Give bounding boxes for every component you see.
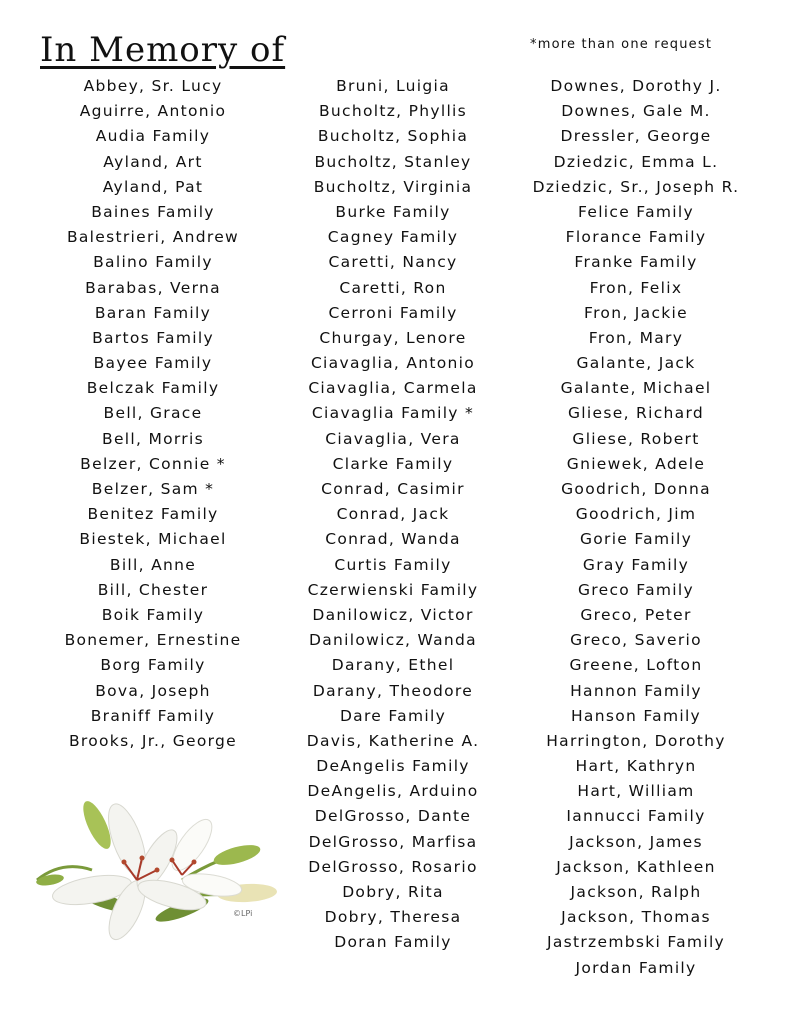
memorial-name: Gliese, Richard [568, 404, 704, 423]
memorial-name: Benitez Family [87, 505, 219, 524]
memorial-name: Galante, Michael [560, 379, 712, 398]
memorial-name: Dressler, George [560, 127, 712, 146]
memorial-name: Czerwienski Family [307, 580, 479, 599]
memorial-name: Gorie Family [579, 530, 693, 549]
memorial-name: Jastrzembski Family [546, 933, 726, 952]
memorial-name: DelGrosso, Rosario [308, 857, 478, 876]
memorial-name: Gliese, Robert [572, 429, 700, 448]
memorial-name: DelGrosso, Dante [314, 807, 472, 826]
memorial-name: Cagney Family [327, 228, 459, 247]
memorial-name: Greco, Peter [580, 605, 692, 624]
memorial-name: Bucholtz, Phyllis [318, 102, 468, 121]
memorial-name: Gray Family [582, 555, 690, 574]
memorial-name: Darany, Ethel [331, 656, 455, 675]
memorial-name: DeAngelis, Arduino [307, 782, 479, 801]
multiple-request-note: *more than one request [530, 37, 713, 52]
names-column-1 [48, 74, 258, 754]
memorial-name: Caretti, Nancy [328, 253, 458, 272]
memorial-name: Balestrieri, Andrew [66, 228, 240, 247]
memorial-name: Belzer, Connie * [80, 454, 226, 473]
memorial-name: Gniewek, Adele [566, 454, 706, 473]
memorial-name: Boik Family [101, 605, 205, 624]
lily-flower-image [32, 800, 282, 950]
memorial-name: Bucholtz, Stanley [314, 152, 472, 171]
memorial-name: Bucholtz, Virginia [313, 177, 473, 196]
memorial-name: Ayland, Pat [102, 177, 204, 196]
memorial-name: Burke Family [335, 202, 451, 221]
memorial-name: Bucholtz, Sophia [317, 127, 469, 146]
memorial-name: Franke Family [574, 253, 698, 272]
memorial-name: Galante, Jack [576, 354, 696, 373]
memorial-name: Cerroni Family [328, 303, 458, 322]
memorial-name: Hanson Family [570, 706, 702, 725]
memorial-name: Audia Family [95, 127, 211, 146]
memorial-name: Conrad, Wanda [325, 530, 461, 549]
memorial-name: Harrington, Dorothy [546, 731, 726, 750]
memorial-name: Braniff Family [90, 706, 216, 725]
memorial-name: Caretti, Ron [339, 278, 447, 297]
memorial-name: Aguirre, Antonio [79, 102, 227, 121]
image-credit: ©LPi [233, 909, 253, 918]
memorial-name: Conrad, Casimir [321, 480, 465, 498]
memorial-name: Bill, Anne [109, 555, 197, 574]
memorial-name: Greene, Lofton [569, 656, 703, 675]
memorial-name: Ciavaglia, Antonio [310, 354, 476, 373]
memorial-name: Fron, Jackie [584, 303, 688, 322]
memorial-name: Conrad, Jack [336, 505, 450, 524]
memorial-name: Belzer, Sam * [91, 480, 215, 498]
memorial-name: Ayland, Art [103, 152, 203, 171]
memorial-name: DeAngelis Family [316, 757, 470, 776]
memorial-name: Borg Family [100, 656, 206, 675]
memorial-name: Churgay, Lenore [319, 328, 467, 347]
memorial-name: Bell, Grace [103, 404, 203, 423]
memorial-name: Ciavaglia, Vera [325, 429, 461, 448]
memorial-name: Davis, Katherine A. [306, 731, 480, 750]
names-column-3 [508, 74, 764, 981]
memorial-name: Dziedzic, Sr., Joseph R. [532, 177, 740, 196]
memorial-name: Bruni, Luigia [336, 77, 450, 95]
memorial-name: Goodrich, Jim [575, 505, 697, 524]
memorial-name: Biestek, Michael [79, 530, 227, 549]
memorial-name: Florance Family [565, 228, 707, 247]
memorial-name: Baran Family [94, 303, 212, 322]
memorial-name: Jackson, Ralph [570, 883, 702, 901]
memorial-name: Danilowicz, Wanda [309, 631, 477, 650]
memorial-name: Baines Family [91, 202, 215, 221]
memorial-name: Iannucci Family [566, 807, 706, 826]
memorial-name: Greco, Saverio [570, 631, 702, 650]
memorial-name: Downes, Dorothy J. [550, 77, 722, 95]
memorial-name: Abbey, Sr. Lucy [83, 77, 223, 95]
memorial-name: Ciavaglia, Carmela [308, 379, 478, 398]
memorial-name: Hart, William [577, 782, 695, 801]
memorial-name: Fron, Felix [589, 278, 683, 297]
memorial-name: Barabas, Verna [85, 278, 221, 297]
memorial-name: Fron, Mary [588, 328, 684, 347]
memorial-name: Jackson, Thomas [561, 908, 711, 927]
memorial-name: Goodrich, Donna [561, 480, 711, 498]
memorial-name: Ciavaglia Family * [311, 404, 475, 423]
memorial-name: Clarke Family [332, 454, 454, 473]
memorial-name: Bonemer, Ernestine [64, 631, 242, 650]
memorial-name: Curtis Family [334, 555, 452, 574]
memorial-name: Greco Family [578, 580, 694, 599]
memorial-name: Jackson, Kathleen [556, 857, 716, 876]
memorial-name: Dare Family [339, 706, 447, 725]
memorial-name: Darany, Theodore [312, 681, 474, 700]
memorial-name: Dziedzic, Emma L. [553, 152, 719, 171]
memorial-name: Dobry, Theresa [324, 908, 462, 927]
memorial-name: DelGrosso, Marfisa [308, 832, 478, 851]
memorial-name: Bartos Family [92, 328, 214, 347]
memorial-name: Hannon Family [570, 681, 702, 700]
memorial-name: Balino Family [93, 253, 213, 272]
memorial-name: Bill, Chester [97, 580, 209, 599]
memorial-name: Danilowicz, Victor [312, 605, 474, 624]
names-column-2 [288, 74, 498, 956]
memorial-name: Bayee Family [93, 354, 213, 373]
memorial-name: Downes, Gale M. [561, 102, 711, 121]
page-title: In Memory of [40, 30, 286, 70]
memorial-name: Felice Family [578, 202, 694, 221]
memorial-name: Hart, Kathryn [575, 757, 697, 776]
memorial-name: Jackson, James [569, 832, 703, 851]
memorial-name: Doran Family [334, 933, 452, 952]
memorial-name: Bell, Morris [102, 429, 204, 448]
memorial-name: Dobry, Rita [342, 883, 444, 901]
memorial-name: Bova, Joseph [95, 681, 211, 700]
memorial-name: Brooks, Jr., George [68, 731, 238, 750]
memorial-name: Belczak Family [86, 379, 220, 398]
memorial-name: Jordan Family [575, 958, 697, 977]
